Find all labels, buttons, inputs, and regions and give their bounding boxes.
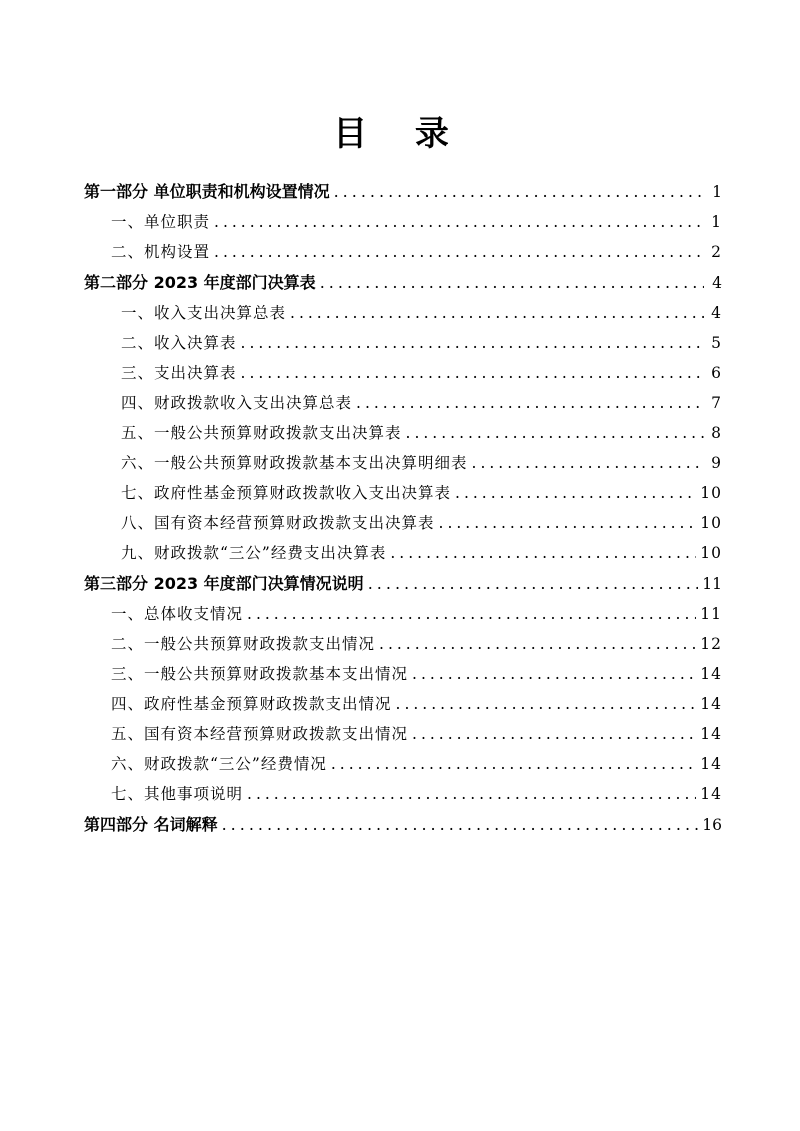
toc-page-number: 14 <box>700 785 722 803</box>
dot-leader <box>390 545 696 562</box>
toc-entry-title: 第四部分 名词解释 <box>84 815 218 834</box>
toc-entry-title: 五、国有资本经营预算财政拨款支出情况 <box>111 725 409 743</box>
toc-entry[interactable] <box>84 659 722 689</box>
dot-leader <box>331 756 696 773</box>
toc-page-number: 1 <box>712 183 722 201</box>
toc-entry[interactable] <box>84 418 722 448</box>
toc-page-number: 1 <box>711 213 722 231</box>
dot-leader <box>241 365 704 382</box>
toc-entry-part-2[interactable] <box>84 267 722 298</box>
toc-entry-part-3[interactable] <box>84 568 722 599</box>
toc-entry[interactable] <box>84 538 722 568</box>
toc-entry[interactable] <box>84 629 722 659</box>
toc-entry[interactable] <box>84 298 722 328</box>
toc-page-number: 8 <box>711 424 722 442</box>
toc-entry-title: 第三部分 2023 年度部门决算情况说明 <box>84 574 364 593</box>
dot-leader <box>412 726 696 743</box>
table-of-contents <box>84 176 722 840</box>
toc-entry-title: 三、支出决算表 <box>121 364 237 382</box>
toc-page-number: 11 <box>702 575 722 593</box>
toc-entry[interactable] <box>84 207 722 237</box>
toc-page-number: 4 <box>712 274 722 292</box>
toc-page-number: 14 <box>700 695 722 713</box>
toc-entry[interactable] <box>84 779 722 809</box>
toc-entry-title: 八、国有资本经营预算财政拨款支出决算表 <box>121 514 435 532</box>
toc-page-number: 2 <box>711 243 722 261</box>
toc-page-number: 14 <box>700 725 722 743</box>
toc-page-number: 11 <box>700 605 722 623</box>
dot-leader <box>214 214 704 231</box>
toc-page-number: 6 <box>711 364 722 382</box>
dot-leader <box>247 786 696 803</box>
toc-entry-title: 四、政府性基金预算财政拨款支出情况 <box>111 695 392 713</box>
toc-entry[interactable] <box>84 749 722 779</box>
toc-page-number: 10 <box>700 484 722 502</box>
toc-entry[interactable] <box>84 719 722 749</box>
toc-entry-title: 一、收入支出决算总表 <box>121 304 287 322</box>
toc-page-number: 10 <box>700 514 722 532</box>
toc-page-number: 7 <box>711 394 722 412</box>
dot-leader <box>368 575 699 593</box>
toc-entry-title: 第一部分 单位职责和机构设置情况 <box>84 182 330 201</box>
dot-leader <box>455 485 696 502</box>
dot-leader <box>406 425 704 442</box>
dot-leader <box>290 305 704 322</box>
toc-entry-title: 三、一般公共预算财政拨款基本支出情况 <box>111 665 409 683</box>
toc-page-number: 4 <box>711 304 722 322</box>
toc-entry[interactable] <box>84 237 722 267</box>
toc-page-number: 16 <box>702 816 722 834</box>
toc-page-number: 12 <box>700 635 722 653</box>
dot-leader <box>320 274 704 292</box>
dot-leader <box>334 183 704 201</box>
toc-entry[interactable] <box>84 508 722 538</box>
dot-leader <box>396 696 697 713</box>
dot-leader <box>247 606 696 623</box>
toc-entry-title: 六、一般公共预算财政拨款基本支出决算明细表 <box>121 454 468 472</box>
toc-entry[interactable] <box>84 599 722 629</box>
toc-page-number: 10 <box>700 544 722 562</box>
toc-entry-title: 二、机构设置 <box>111 243 211 261</box>
dot-leader <box>222 816 699 834</box>
toc-entry-title: 五、一般公共预算财政拨款支出决算表 <box>121 424 402 442</box>
dot-leader <box>472 455 704 472</box>
toc-entry-part-1[interactable] <box>84 176 722 207</box>
toc-entry[interactable] <box>84 478 722 508</box>
dot-leader <box>356 395 704 412</box>
toc-entry-title: 一、总体收支情况 <box>111 605 244 623</box>
toc-entry-title: 一、单位职责 <box>111 213 211 231</box>
dot-leader <box>214 244 704 261</box>
dot-leader <box>412 666 696 683</box>
toc-entry[interactable] <box>84 328 722 358</box>
toc-entry-title: 第二部分 2023 年度部门决算表 <box>84 273 316 292</box>
toc-entry[interactable] <box>84 689 722 719</box>
toc-entry-title: 九、财政拨款“三公”经费支出决算表 <box>121 544 387 562</box>
toc-entry-part-4[interactable] <box>84 809 722 840</box>
page-title: 目 录 <box>333 114 467 154</box>
toc-entry[interactable] <box>84 388 722 418</box>
toc-entry-title: 四、财政拨款收入支出决算总表 <box>121 394 353 412</box>
dot-leader <box>439 515 697 532</box>
toc-entry-title: 七、其他事项说明 <box>111 785 244 803</box>
toc-entry-title: 六、财政拨款“三公”经费情况 <box>111 755 327 773</box>
dot-leader <box>379 636 696 653</box>
toc-page-number: 14 <box>700 755 722 773</box>
toc-page-number: 5 <box>711 334 722 352</box>
toc-page-number: 14 <box>700 665 722 683</box>
toc-entry[interactable] <box>84 448 722 478</box>
dot-leader <box>241 335 704 352</box>
toc-entry-title: 二、一般公共预算财政拨款支出情况 <box>111 635 376 653</box>
toc-page-number: 9 <box>711 454 722 472</box>
toc-entry-title: 七、政府性基金预算财政拨款收入支出决算表 <box>121 484 452 502</box>
toc-entry[interactable] <box>84 358 722 388</box>
toc-entry-title: 二、收入决算表 <box>121 334 237 352</box>
